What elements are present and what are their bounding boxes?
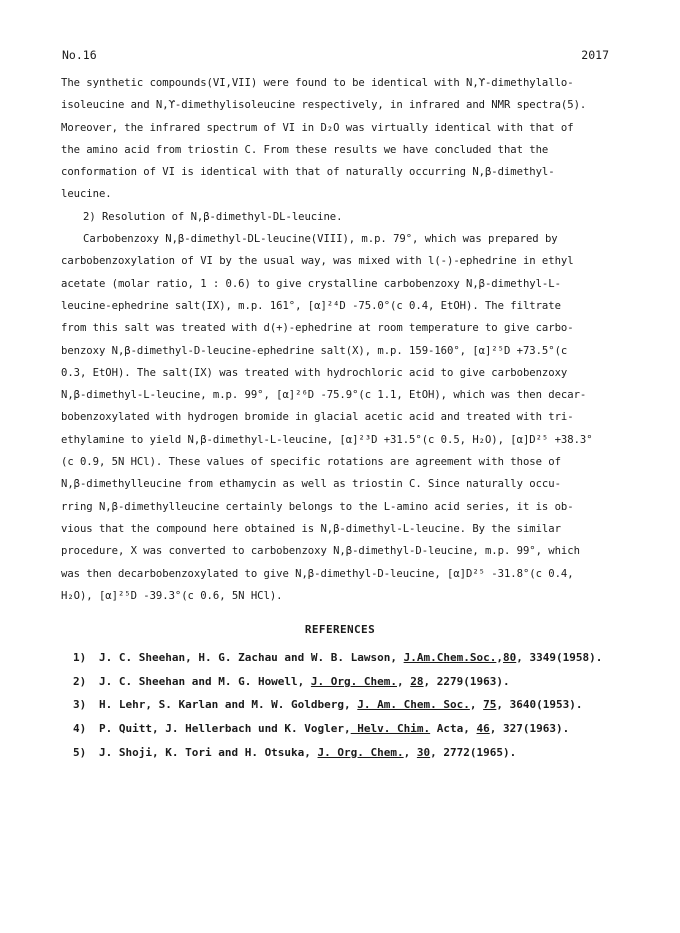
reference-separator: , — [469, 698, 484, 712]
body-line: acetate (molar ratio, 1 : 0.6) to give crystalline carbobenzoxy N,β-dimethyl-L- — [61, 277, 561, 290]
body-line: leucine-ephedrine salt(IX), m.p. 161°, [α]²⁴D -75.0°(c 0.4, EtOH). The filtrate — [61, 299, 561, 312]
body-line: (c 0.9, 5N HCl). These values of specific rotations are agreement with those of — [61, 456, 561, 469]
body-line: rring N,β-dimethylleucine certainly belongs to the L-amino acid series, it is ob- — [61, 500, 574, 513]
reference-journal: J.Am.Chem.Soc. — [403, 651, 497, 664]
reference-journal: J. Org. Chem. — [310, 674, 398, 688]
body-line: leucine. — [61, 188, 112, 201]
reference-journal: J. Org. Chem. — [317, 745, 404, 759]
reference-separator: , — [397, 674, 411, 688]
reference-journal: Helv. Chim. — [350, 722, 431, 736]
body-line: ethylamine to yield N,β-dimethyl-L-leucine, [α]²³D +31.5°(c 0.5, H₂O), [α]D²⁵ +38.3° — [61, 433, 593, 446]
reference-item — [73, 670, 633, 694]
body-line: benzoxy N,β-dimethyl-D-leucine-ephedrine salt(X), m.p. 159-160°, [α]²⁵D +73.5°(c — [61, 344, 568, 357]
body-line: conformation of VI is identical with that of naturally occurring N,β-dimethyl- — [61, 166, 555, 179]
body-line: carbobenzoxylation of VI by the usual way, was mixed with l(-)-ephedrine in ethyl — [61, 255, 574, 268]
body-line: the amino acid from triostin C. From these results we have concluded that the — [61, 143, 549, 156]
reference-number: 4) — [73, 722, 87, 736]
reference-separator: , — [496, 651, 503, 664]
body-line: Moreover, the infrared spectrum of VI in D₂O was virtually identical with that of — [61, 121, 574, 134]
reference-journal: J. Am. Chem. Soc. — [357, 698, 470, 712]
body-line: bobenzoxylated with hydrogen bromide in glacial acetic acid and treated with tri- — [61, 411, 574, 424]
reference-pages: , 2279(1963). — [423, 674, 510, 688]
reference-number: 1) — [73, 651, 87, 664]
body-line: N,β-dimethylleucine from ethamycin as well as triostin C. Since naturally occu- — [61, 478, 561, 491]
section-heading: 2) Resolution of N,β-dimethyl-DL-leucine. — [83, 210, 343, 223]
reference-item — [73, 646, 633, 670]
reference-item — [73, 741, 633, 765]
reference-separator: , — [403, 745, 417, 759]
reference-pages: , 327(1963). — [489, 722, 570, 736]
reference-authors: J. C. Sheehan, H. G. Zachau and W. B. Lawson, — [99, 651, 404, 664]
reference-authors: P. Quitt, J. Hellerbach und K. Vogler, — [99, 722, 351, 736]
reference-list — [73, 646, 633, 764]
body-line: H₂O), [α]²⁵D -39.3°(c 0.6, 5N HCl). — [61, 589, 283, 602]
body-line: Carbobenzoxy N,β-dimethyl-DL-leucine(VIII), m.p. 79°, which was prepared by — [83, 233, 558, 246]
reference-volume: 75 — [483, 698, 497, 712]
body-line: was then decarbobenzoxylated to give N,β-dimethyl-D-leucine, [α]D²⁵ -31.8°(c 0.4, — [61, 567, 574, 580]
reference-separator: Acta, — [430, 722, 477, 736]
page-number: 2017 — [581, 48, 609, 62]
body-line: from this salt was treated with d(+)-ephedrine at room temperature to give carbo- — [61, 322, 574, 335]
body-line: 0.3, EtOH). The salt(IX) was treated with hydrochloric acid to give carbobenzoxy — [61, 366, 568, 379]
reference-pages: , 3349(1958). — [516, 651, 603, 664]
reference-item — [73, 693, 633, 717]
reference-item — [73, 717, 633, 741]
body-line: N,β-dimethyl-L-leucine, m.p. 99°, [α]²⁶D -75.9°(c 1.1, EtOH), which was then decar- — [61, 389, 587, 402]
body-line: The synthetic compounds(VI,VII) were found to be identical with N,ϒ-dimethylallo- — [61, 77, 574, 89]
reference-number: 5) — [73, 745, 87, 759]
reference-pages: , 3640(1953). — [496, 698, 583, 712]
references-title: REFERENCES — [304, 623, 376, 636]
reference-authors: J. Shoji, K. Tori and H. Otsuka, — [99, 745, 318, 759]
reference-volume: 30 — [416, 745, 431, 759]
body-line: vious that the compound here obtained is N,β-dimethyl-L-leucine. By the similar — [61, 522, 561, 535]
reference-authors: H. Lehr, S. Karlan and M. W. Goldberg, — [99, 698, 358, 712]
reference-number: 2) — [73, 674, 87, 688]
body-line: procedure, X was converted to carbobenzoxy N,β-dimethyl-D-leucine, m.p. 99°, which — [61, 545, 580, 558]
reference-volume: 80 — [502, 651, 517, 664]
body-text — [61, 72, 621, 607]
reference-authors: J. C. Sheehan and M. G. Howell, — [99, 674, 311, 688]
reference-number: 3) — [73, 698, 87, 712]
reference-volume: 46 — [476, 722, 490, 736]
reference-volume: 28 — [410, 674, 424, 688]
issue-label: No.16 — [62, 48, 97, 62]
reference-pages: , 2772(1965). — [430, 745, 517, 759]
body-line: isoleucine and N,ϒ-dimethylisoleucine respectively, in infrared and NMR spectra(5). — [61, 99, 587, 112]
